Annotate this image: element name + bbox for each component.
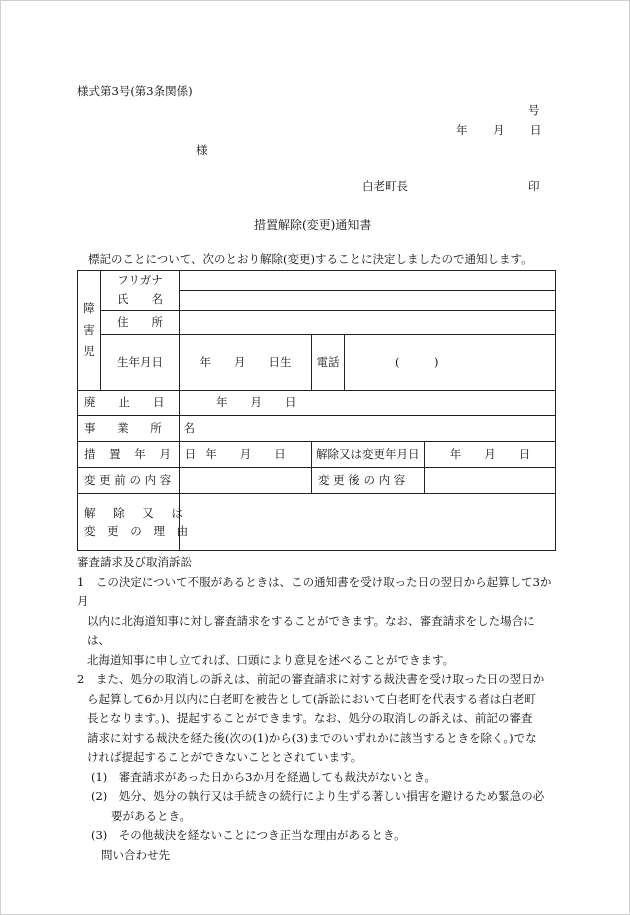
date-day: 日 [530, 123, 542, 137]
after-change-label: 変 更 後 の 内 容 [312, 468, 425, 494]
measure-date-value[interactable]: 年 月 日 [180, 442, 312, 468]
birthdate-label: 生年月日 [101, 335, 180, 391]
number-label: 号 [528, 103, 540, 117]
appeal-notes [77, 553, 557, 865]
address-field[interactable] [180, 311, 556, 335]
note-item-2-line-2: ら起算して6か月以内に白老町を被告として(訴訟において白老町を代表する者は白老町 [87, 691, 536, 706]
seal: 印 [528, 179, 540, 193]
note-item-1-line-3: 北海道知事に申し立てれば、口頭により意見を述べることができます。 [87, 652, 455, 667]
contact-label: 問い合わせ先 [101, 847, 170, 862]
addressee-suffix: 様 [196, 143, 208, 157]
date-month: 月 [493, 123, 505, 137]
note-item-1-line-1: 1 この決定について不服があるときは、この通知書を受け取った日の翌日から起算して3か月 [77, 574, 552, 608]
note-item-2-line-1: 2 また、処分の取消しの訴えは、前記の審査請求に対する裁決書を受け取った日の翌日か [77, 672, 545, 686]
name-label: 氏 名 [101, 291, 180, 311]
furigana-field[interactable] [180, 271, 556, 291]
reason-field[interactable] [180, 494, 556, 551]
change-date-label: 解除又は変更年月日 [312, 442, 425, 468]
form-number: 様式第3号(第3条関係) [77, 84, 193, 98]
office-name-label: 事 業 所 名 [78, 416, 180, 442]
reason-label: 解 除 又 は 変 更 の 理 由 [78, 494, 180, 551]
before-change-field[interactable] [180, 468, 312, 494]
office-name-field[interactable] [180, 416, 556, 442]
note-item-1-line-2: 以内に北海道知事に対し審査請求をすることができます。なお、審査請求をした場合には、 [87, 613, 535, 647]
before-change-label: 変 更 前 の 内 容 [78, 468, 180, 494]
address-label: 住 所 [101, 311, 180, 335]
note-item-2-line-3: 長となります。)、提起することができます。なお、処分の取消しの訴えは、前記の審査 [87, 711, 533, 725]
notes-heading: 審査請求及び取消訴訟 [77, 555, 192, 569]
form-table [77, 270, 556, 551]
date-year: 年 [456, 123, 468, 137]
disabled-child-group-label: 障 害 児 [78, 271, 101, 391]
birthdate-value[interactable]: 年 月 日生 [180, 335, 312, 391]
furigana-label: フリガナ [101, 271, 180, 291]
abolition-date-value[interactable]: 年 月 日 [180, 391, 556, 416]
intro-text: 標記のことについて、次のとおり解除(変更)することに決定しましたので通知します。 [88, 252, 533, 266]
phone-label: 電話 [312, 335, 345, 391]
note-sub-2-line-1: (2) 処分、処分の執行又は手続きの続行により生ずる著しい損害を避けるため緊急の必 [91, 789, 545, 803]
note-item-2-line-4: 請求に対する裁決を経た後(次の(1)から(3)までのいずれかに該当するときを除く。)でな [87, 730, 537, 745]
note-sub-1: (1) 審査請求があった日から3か月を経過しても裁決がないとき。 [91, 769, 437, 784]
document-title: 措置解除(変更)通知書 [254, 218, 372, 232]
note-sub-2-line-2: 要があるとき。 [111, 808, 192, 823]
note-item-2-line-5: ければ提起することができないこととされています。 [87, 750, 363, 764]
issuer: 白老町長 [362, 179, 408, 193]
change-date-value[interactable]: 年 月 日 [425, 442, 556, 468]
after-change-field[interactable] [425, 468, 556, 494]
name-field[interactable] [180, 291, 556, 311]
measure-date-label: 措 置 年 月 日 [78, 442, 180, 468]
abolition-date-label: 廃 止 日 [78, 391, 180, 416]
note-sub-3: (3) その他裁決を経ないことにつき正当な理由があるとき。 [91, 828, 406, 842]
phone-field[interactable]: ( ) [345, 335, 556, 391]
